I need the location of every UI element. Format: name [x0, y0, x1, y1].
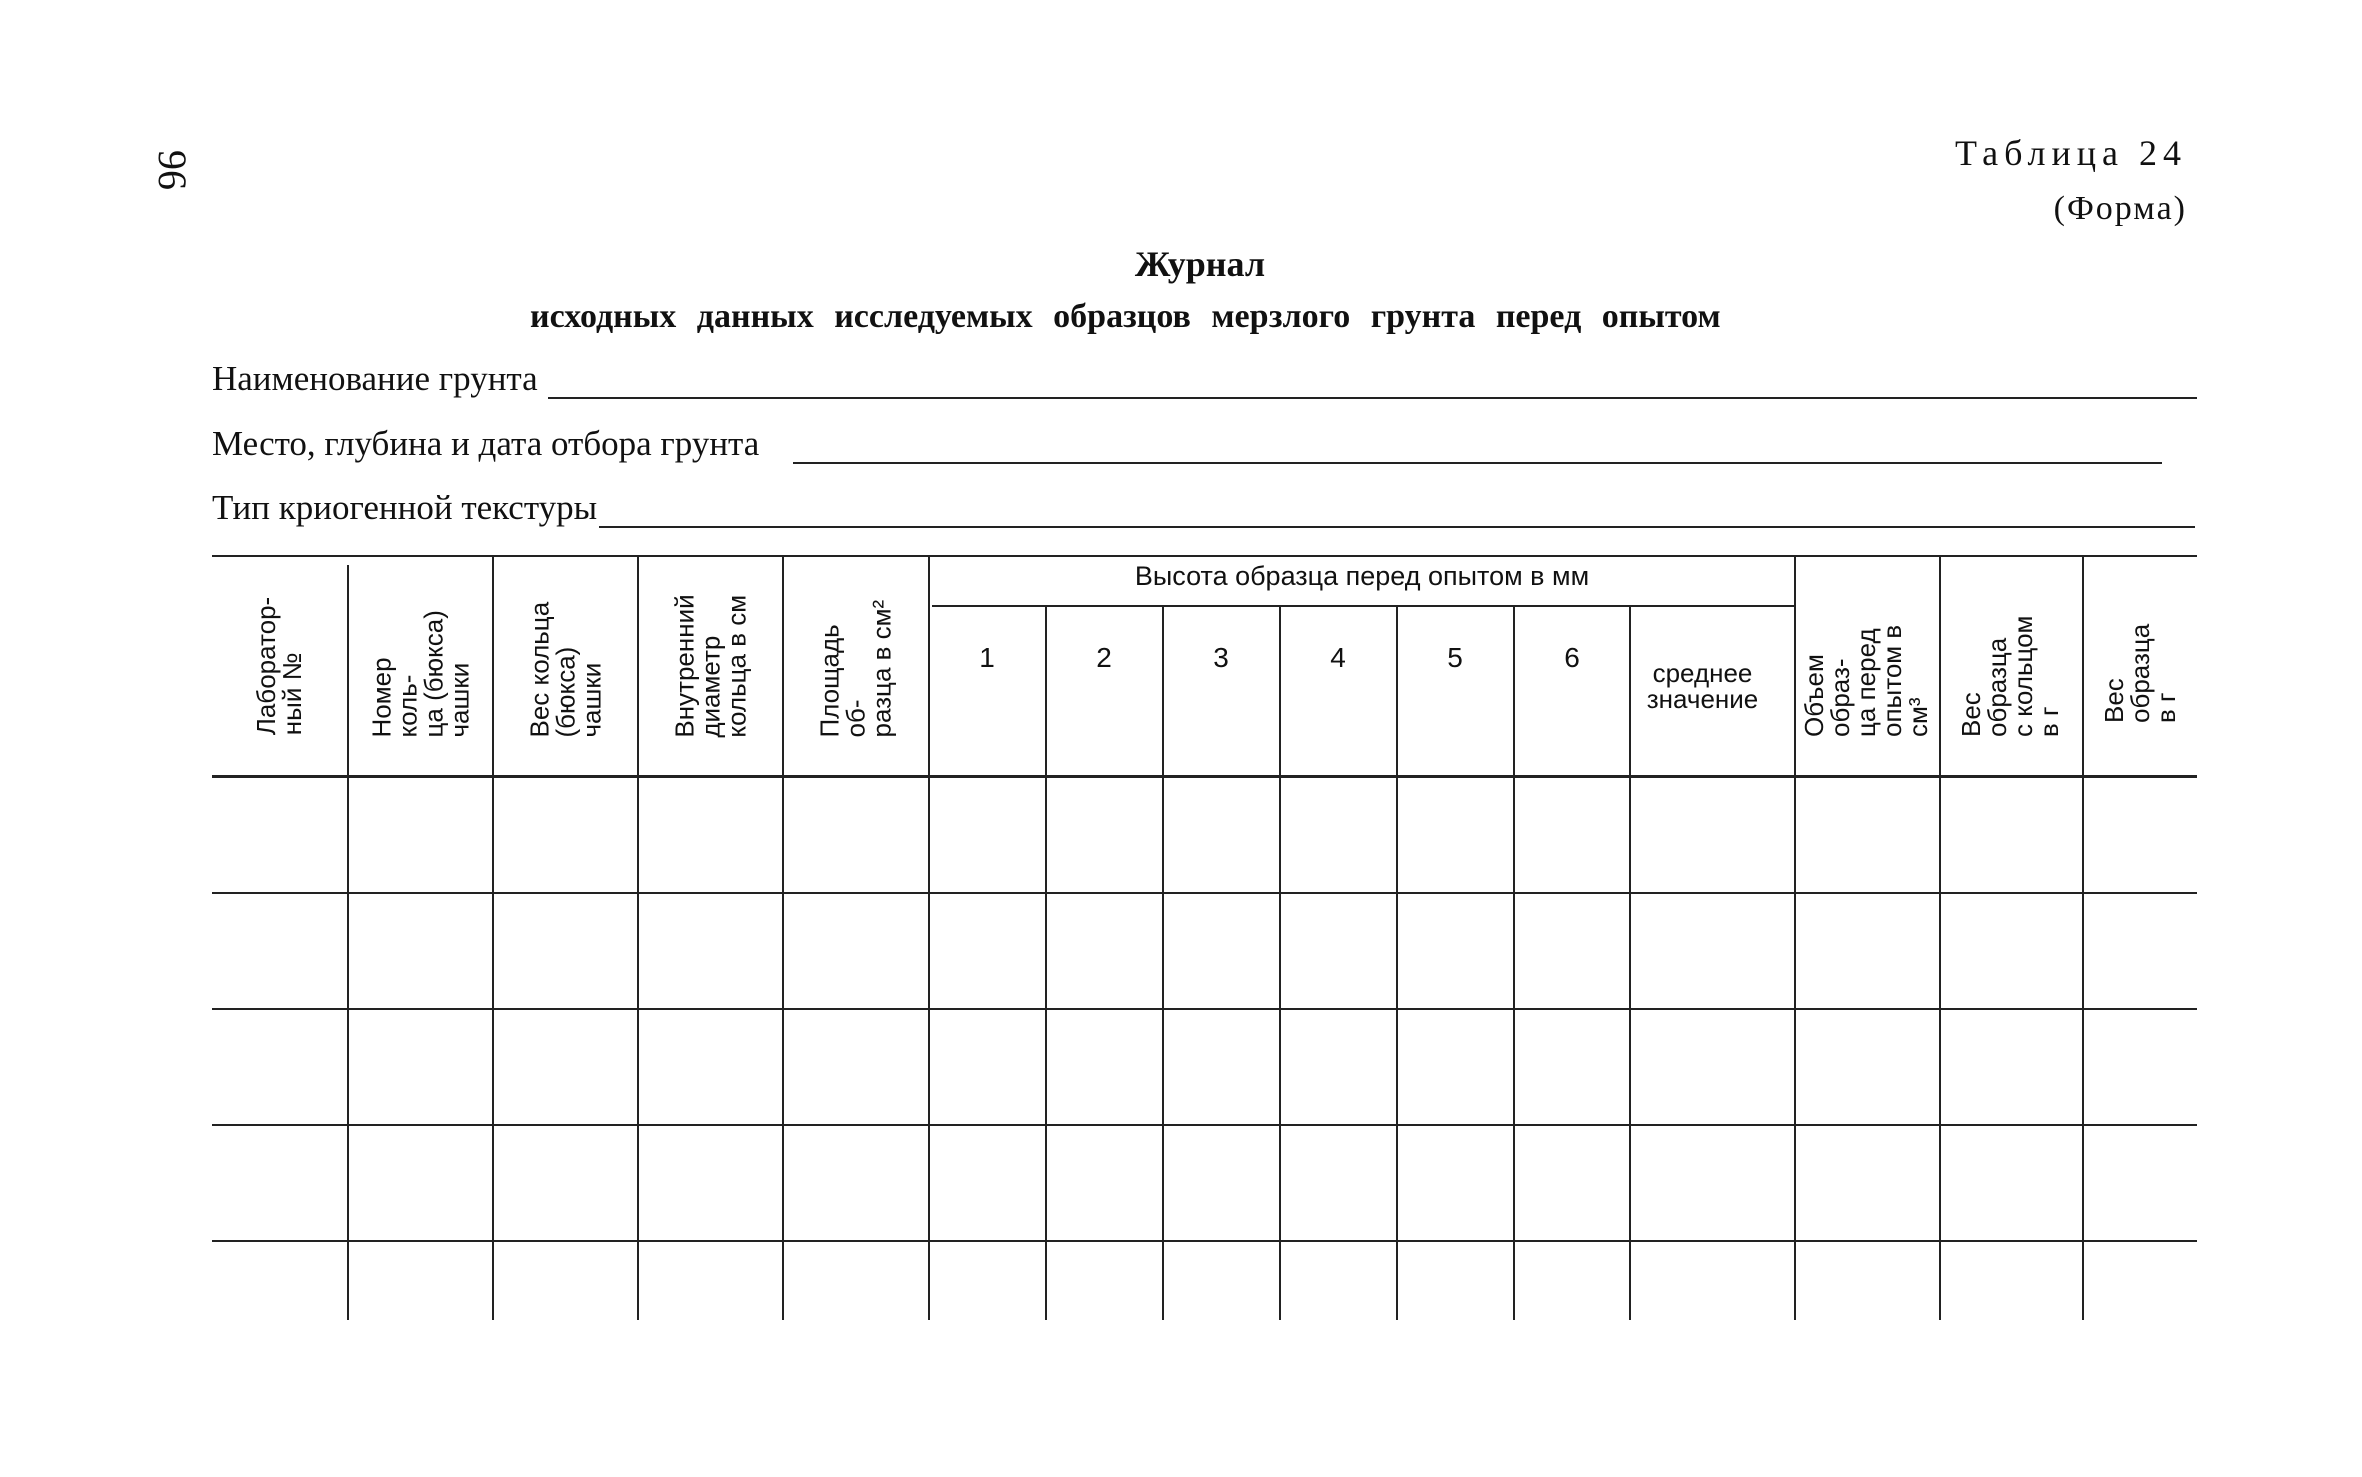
column-divider: [347, 565, 349, 1320]
subcolumn-divider: [1396, 607, 1398, 1320]
height-subcolumn-mean: среднее значение: [1646, 658, 1759, 714]
subcolumn-divider: [1629, 607, 1631, 1320]
height-subcolumn-1: 1: [979, 642, 995, 673]
column-divider: [1794, 557, 1796, 1320]
row-separator: [212, 1008, 2197, 1010]
field-label: Место, глубина и дата отбора грунта: [212, 424, 760, 463]
header-sample-weight: Вес образца в г: [2099, 623, 2181, 723]
column-divider: [1939, 557, 1941, 1320]
height-subcolumn-5: 5: [1447, 642, 1463, 673]
column-divider: [782, 557, 784, 1320]
fill-in-line[interactable]: [599, 496, 2195, 528]
header-weight-with-ring: Вес образца с кольцом в г: [1956, 615, 2064, 737]
field-sampling-place[interactable]: [212, 420, 2162, 464]
header-ring-weight: Вес кольца (бюкса) чашки: [524, 601, 607, 738]
header-bottom-rule: [212, 775, 2197, 778]
table-label: Таблица 24: [1955, 133, 2187, 173]
row-separator: [212, 1240, 2197, 1242]
column-divider: [492, 557, 494, 1320]
column-divider: [637, 557, 639, 1320]
height-subcolumn-4: 4: [1330, 642, 1346, 673]
fill-in-line[interactable]: [548, 367, 2197, 399]
field-soil-name[interactable]: [212, 355, 2197, 399]
document-subtitle: исходных данных исследуемых образцов мерзлого грунта перед опытом: [530, 298, 1721, 335]
height-subcolumn-3: 3: [1213, 642, 1229, 673]
subcolumn-divider: [1045, 607, 1047, 1320]
row-separator: [212, 1124, 2197, 1126]
height-group-title: Высота образца перед опытом в мм: [1134, 561, 1590, 591]
subcolumn-divider: [1279, 607, 1281, 1320]
header-ring-number: Номер коль- ца (бюкса) чашки: [366, 610, 475, 738]
header-sample-area: Площадь об- разца в см²: [814, 599, 897, 738]
field-label: Наименование грунта: [212, 359, 538, 398]
header-lab-number: Лаборатор- ный №: [251, 596, 308, 736]
fill-in-line[interactable]: [793, 432, 2162, 464]
subcolumn-divider: [1162, 607, 1164, 1320]
header-inner-diameter: Внутренний диаметр кольца в см: [669, 594, 752, 738]
height-subcolumn-6: 6: [1564, 642, 1580, 673]
field-texture-type[interactable]: [212, 484, 2195, 528]
document-title: Журнал: [1134, 244, 1266, 284]
header-sample-volume: Объем образ- ца перед опытом в см³: [1799, 624, 1933, 737]
column-divider: [928, 557, 930, 1320]
subcolumn-divider: [1513, 607, 1515, 1320]
height-subcolumn-2: 2: [1096, 642, 1112, 673]
group-rule: [932, 605, 1794, 607]
row-separator: [212, 892, 2197, 894]
page-number: 96: [150, 150, 195, 190]
form-label: (Форма): [2053, 190, 2187, 227]
field-label: Тип криогенной текстуры: [212, 488, 598, 527]
column-divider: [2082, 557, 2084, 1320]
